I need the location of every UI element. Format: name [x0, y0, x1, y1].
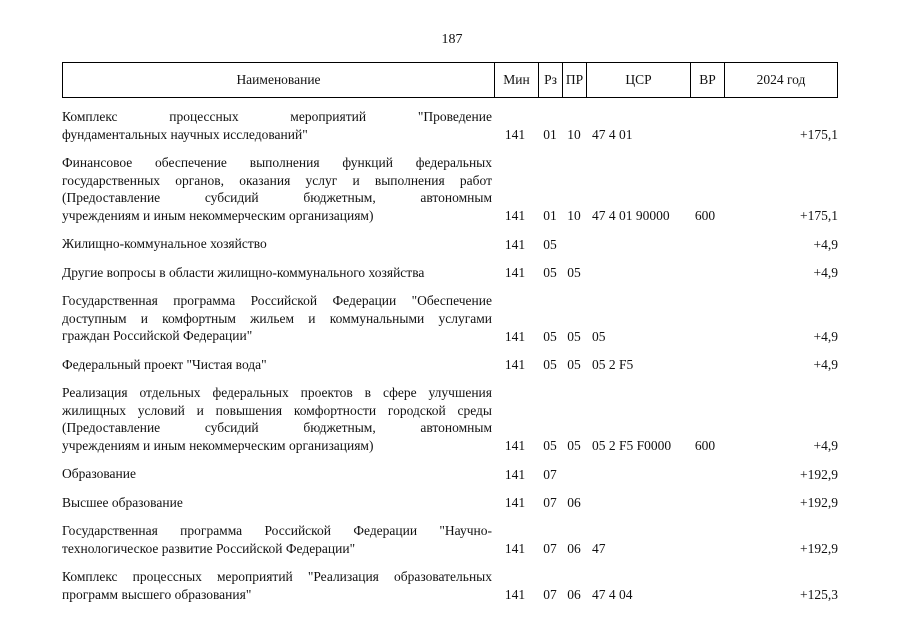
header-name: Наименование	[63, 63, 495, 97]
row-name-line: Финансовое обеспечение выполнения функций федеральных	[62, 155, 492, 170]
row-name-line: учреждениям и иным некоммерческим организациям)	[62, 207, 374, 223]
row-name-line: Другие вопросы в области жилищно-коммунального хозяйства	[62, 264, 425, 280]
row-name	[62, 108, 492, 143]
row-min: 141	[504, 541, 526, 556]
header-rz: Рз	[539, 63, 563, 97]
table-row	[62, 494, 838, 512]
row-min: 141	[504, 495, 526, 510]
row-min: 141	[504, 357, 526, 372]
row-name	[62, 264, 492, 282]
row-csr: 47	[592, 541, 606, 556]
header-min: Мин	[495, 63, 539, 97]
row-name-line: фундаментальных научных исследований"	[62, 126, 308, 142]
row-name-line: Комплекс процессных мероприятий "Проведение	[62, 109, 492, 124]
row-rz: 01	[543, 127, 557, 142]
row-name-line: Образование	[62, 466, 136, 481]
table-row	[62, 522, 838, 557]
row-csr: 05 2 F5 F0000	[592, 438, 672, 453]
row-min: 141	[504, 208, 526, 223]
row-name-line: Государственная программа Российской Федерации "Научно-	[62, 523, 492, 538]
row-rz: 07	[543, 466, 557, 482]
row-name	[62, 235, 492, 253]
row-rz: 05	[543, 357, 557, 372]
table-row	[62, 292, 838, 345]
row-name-line: Жилищно-коммунальное хозяйство	[62, 236, 267, 251]
row-name-line: (Предоставление субсидий бюджетным, автономным	[62, 420, 492, 435]
row-rz: 07	[543, 541, 557, 556]
row-min: 141	[504, 328, 526, 344]
row-value: +175,1	[800, 208, 838, 223]
row-vr: 600	[694, 208, 716, 223]
row-pr: 10	[567, 127, 581, 142]
row-csr: 47 4 01 90000	[592, 208, 670, 223]
row-value: +4,9	[813, 438, 838, 453]
row-name	[62, 568, 492, 603]
row-pr: 06	[567, 541, 581, 556]
row-name	[62, 465, 492, 483]
row-value: +175,1	[800, 127, 838, 142]
page-number: 187	[441, 32, 463, 47]
row-name-line: (Предоставление субсидий бюджетным, автономным	[62, 190, 492, 205]
row-pr: 06	[567, 495, 581, 510]
table-header	[62, 62, 838, 98]
row-value: +192,9	[800, 466, 838, 482]
row-name-line: программ высшего образования"	[62, 586, 252, 602]
row-name	[62, 522, 492, 557]
row-name	[62, 494, 492, 512]
row-name-line: государственных органов, оказания услуг и выполнения работ	[62, 172, 492, 188]
row-min: 141	[504, 236, 526, 252]
row-pr: 06	[567, 587, 581, 602]
table-row	[62, 235, 838, 253]
header-csr: ЦСР	[587, 63, 691, 97]
row-name-line: Высшее образование	[62, 494, 183, 510]
row-value: +192,9	[800, 495, 838, 510]
table-row	[62, 108, 838, 143]
row-rz: 05	[543, 236, 557, 252]
header-year: 2024 год	[756, 72, 806, 87]
row-name	[62, 356, 492, 374]
row-min: 141	[504, 587, 526, 602]
header-vr: ВР	[691, 63, 725, 97]
row-csr: 05	[592, 328, 606, 344]
row-value: +4,9	[813, 265, 838, 280]
row-rz: 07	[543, 587, 557, 602]
table-row	[62, 356, 838, 374]
row-rz: 05	[543, 265, 557, 280]
row-vr: 600	[694, 438, 716, 453]
row-csr: 47 4 04	[592, 587, 633, 602]
row-min: 141	[504, 438, 526, 453]
row-csr: 05 2 F5	[592, 357, 634, 372]
row-min: 141	[504, 466, 526, 482]
row-name	[62, 154, 492, 224]
table-row	[62, 264, 838, 282]
table-row	[62, 465, 838, 483]
row-name-line: жилищных условий и повышения комфортности городской среды	[62, 402, 492, 418]
row-pr: 10	[567, 208, 581, 223]
row-name-line: технологическое развитие Российской Федерации"	[62, 540, 356, 556]
row-name-line: Государственная программа Российской Федерации "Обеспечение	[62, 293, 492, 308]
row-rz: 01	[543, 208, 557, 223]
row-value: +192,9	[800, 541, 838, 556]
row-name	[62, 384, 492, 454]
row-min: 141	[504, 127, 526, 142]
row-value: +125,3	[800, 587, 838, 602]
row-name-line: Реализация отдельных федеральных проектов в сфере улучшения	[62, 385, 492, 400]
row-pr: 05	[567, 328, 581, 344]
row-value: +4,9	[813, 328, 838, 344]
row-name-line: граждан Российской Федерации"	[62, 328, 253, 343]
row-name-line: Федеральный проект "Чистая вода"	[62, 356, 267, 372]
row-csr: 47 4 01	[592, 127, 633, 142]
row-pr: 05	[567, 265, 581, 280]
row-value: +4,9	[813, 236, 838, 252]
row-name	[62, 292, 492, 345]
row-rz: 07	[543, 495, 557, 510]
table-row	[62, 384, 838, 454]
table-body	[62, 108, 838, 614]
row-name-line: доступным и комфортным жильем и коммунальными услугами	[62, 310, 492, 326]
row-pr: 05	[567, 357, 581, 372]
row-value: +4,9	[813, 357, 838, 372]
row-rz: 05	[543, 328, 557, 344]
row-name-line: учреждениям и иным некоммерческим организациям)	[62, 437, 374, 453]
row-rz: 05	[543, 438, 557, 453]
row-name-line: Комплекс процессных мероприятий "Реализация образовательных	[62, 569, 492, 584]
row-pr: 05	[567, 438, 581, 453]
row-min: 141	[504, 265, 526, 280]
table-row	[62, 154, 838, 224]
table-row	[62, 568, 838, 603]
header-pr: ПР	[563, 63, 587, 97]
